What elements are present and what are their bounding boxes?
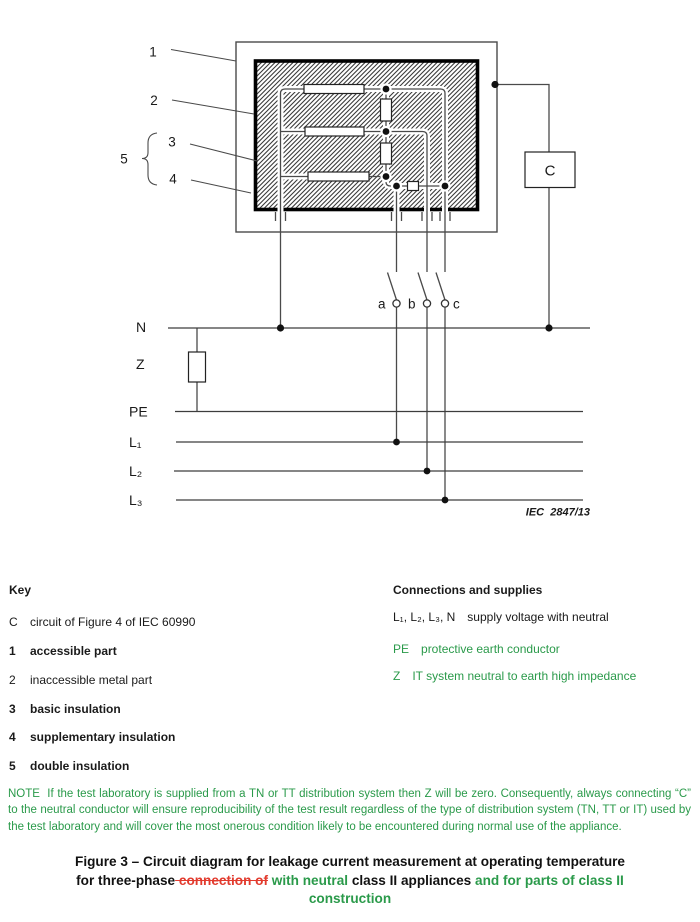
element-bar-3: [308, 172, 369, 181]
key-item-4: [9, 731, 175, 744]
caption-inserted-text-2: and for parts of class II: [475, 872, 624, 888]
key-item-label: 4: [9, 730, 16, 744]
key-item-C: [9, 616, 195, 629]
callout-3: 3: [168, 134, 176, 150]
switch-label-a: a: [377, 296, 386, 312]
connection-item-pe: [393, 643, 560, 656]
switch-label-b: b: [408, 296, 416, 312]
key-item-text: accessible part: [30, 644, 117, 658]
caption-inserted-text-3: construction: [308, 891, 392, 907]
caption-line1: Figure 3 – Circuit diagram for leakage current measurement at operating temperature: [75, 854, 625, 869]
label-L3: L₃: [129, 492, 143, 508]
label-N: N: [136, 319, 147, 335]
element-bar-1: [304, 85, 364, 94]
brace-5: [142, 133, 157, 185]
key-item-label: 2: [9, 673, 16, 687]
connections-title: Connections and supplies: [393, 583, 543, 597]
connection-item-text: IT system neutral to earth high impedance: [412, 669, 637, 683]
switch-contact-b: [423, 300, 430, 307]
iec-figure-reference: IEC 2847/13: [525, 506, 590, 519]
connection-item-text: protective earth conductor: [421, 642, 560, 656]
connection-item-text: supply voltage with neutral: [467, 610, 609, 624]
label-L2: L₂: [129, 463, 143, 479]
insulation-resistor-2: [381, 143, 392, 164]
key-item-text: basic insulation: [30, 702, 121, 716]
label-PE: PE: [129, 403, 148, 420]
callout-5: 5: [120, 151, 128, 167]
label-L1: L₁: [129, 434, 142, 450]
note-paragraph: NOTE If the test laboratory is supplied from a TN or TT distribution system then Z will be zero. Consequently, always connecting “C” to the neutral conductor will ensure reproducibility of the test result regardless of the type of distribution system (TN, TT or IT) used by the test laboratory and will cover the most onerous condition likely to be encountered during normal use of the appliance.: [8, 788, 691, 833]
callout-4: 4: [169, 171, 177, 187]
key-item-5: [9, 760, 129, 773]
switch-blade-b: [418, 273, 427, 301]
key-item-label: 1: [9, 644, 16, 658]
insulation-resistor-1: [381, 99, 392, 121]
caption-mid: class II appliances: [348, 872, 476, 888]
switch-blade-c: [436, 273, 445, 301]
key-item-label: 3: [9, 702, 16, 716]
caption-inserted-text-1: with neutral: [268, 872, 349, 888]
impedance-z-box: [189, 352, 206, 382]
key-item-1: [9, 645, 117, 658]
element-bar-2: [305, 127, 364, 136]
caption-deleted-text: connection of: [175, 872, 268, 888]
label-Z: Z: [136, 356, 145, 372]
connection-item-label: PE: [393, 642, 410, 656]
switch-contact-a: [393, 300, 400, 307]
key-item-2: [9, 674, 152, 687]
key-item-label: C: [9, 615, 18, 629]
c-box-label: C: [544, 162, 556, 180]
figure-caption: [8, 853, 692, 909]
callout-2: 2: [150, 93, 158, 108]
connection-item-supply: [393, 611, 609, 624]
key-item-text: double insulation: [30, 759, 130, 773]
connection-item-label: Z: [393, 669, 401, 683]
key-item-text: circuit of Figure 4 of IEC 60990: [30, 615, 196, 629]
supply-lines: [168, 328, 590, 500]
wire-to-c-circuit: [495, 85, 549, 153]
caption-pre: for three-phase: [76, 872, 176, 888]
connection-item-label: L₁, L₂, L₃, N: [393, 610, 456, 624]
switch-contact-c: [441, 300, 448, 307]
key-item-label: 5: [9, 759, 16, 773]
small-component: [408, 182, 419, 191]
key-title: Key: [9, 583, 32, 597]
key-item-3: [9, 703, 121, 716]
switch-contacts: [393, 300, 449, 307]
connection-item-z: [393, 670, 636, 683]
callout-1: 1: [149, 44, 157, 60]
key-item-text: supplementary insulation: [30, 730, 176, 744]
switch-blade-a: [388, 273, 397, 301]
switch-label-c: c: [453, 296, 460, 312]
key-item-text: inaccessible metal part: [30, 673, 153, 687]
